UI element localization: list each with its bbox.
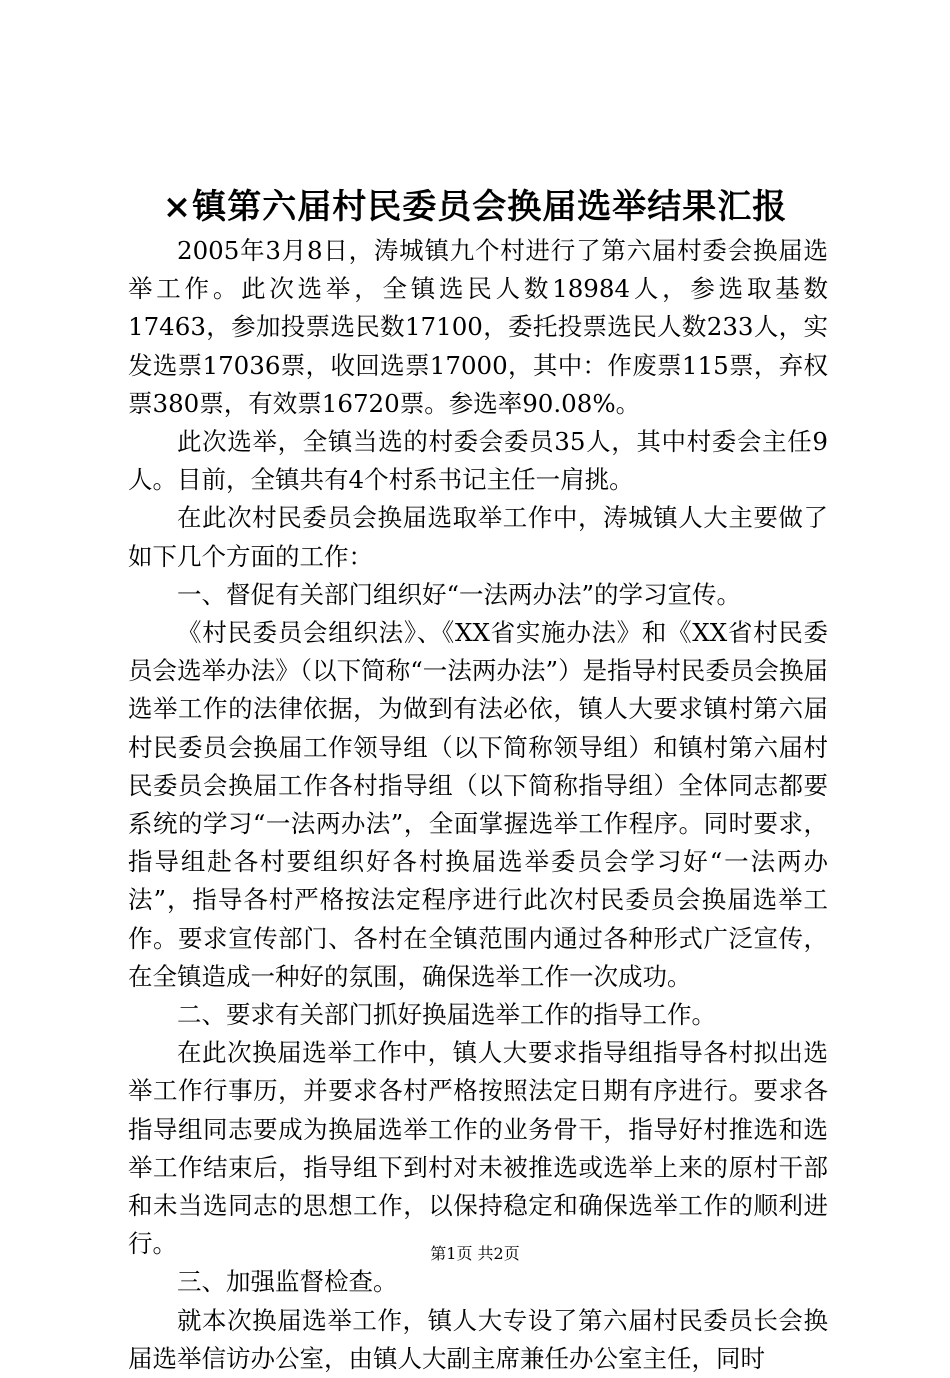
document-title: ×镇第六届村民委员会换届选举结果汇报 bbox=[162, 187, 788, 227]
section-heading-2: 二、要求有关部门抓好换届选举工作的指导工作。 bbox=[177, 1000, 716, 1030]
page-footer: 第1页 共2页 bbox=[430, 1244, 520, 1263]
paragraph-section-1: 《村民委员会组织法》、《XX省实施办法》和《XX省村民委员会选举办法》（以下简称“一法两办法”）是指导村民委员会换届选举工作的法律依据，为做到有法必依，镇人大要求镇村第六届村民委员会换届工作领导组（以下简称领导组）和镇村第六届村民委员会换届工作各村指导组（以下简称指导组）全体同志都要系统的学习“一法两办法”，全面掌握选举工作程序。同时要求，指导组赴各村要组织好各村换届选举委员会学习好“一法两办法”，指导各村严格按法定程序进行此次村民委员会换届选举工作。要求宣传部门、各村在全镇范围内通过各种形式广泛宣传，在全镇造成一种好的氛围，确保选举工作一次成功。 bbox=[128, 618, 828, 991]
paragraph-section-2: 在此次换届选举工作中，镇人大要求指导组指导各村拟出选举工作行事历，并要求各村严格按照法定日期有序进行。要求各指导组同志要成为换届选举工作的业务骨干，指导好村推选和选举工作结束后，指导组下到村对未被推选或选举上来的原村干部和未当选同志的思想工作，以保持稳定和确保选举工作的顺利进行。 bbox=[128, 1038, 828, 1259]
document-body bbox=[128, 232, 828, 1378]
section-heading-3: 三、加强监督检查。 bbox=[177, 1267, 398, 1297]
paragraph-election-statistics: 2005年3月8日，涛城镇九个村进行了第六届村委会换届选举工作。此次选举，全镇选民人数18984人，参选取基数17463，参加投票选民数17100，委托投票选民人数233人，实发选票17036票，收回选票17000，其中：作废票115票，弃权票380票，有效票16720票。参选率90.08%。 bbox=[128, 236, 828, 418]
paragraph-section-3: 就本次换届选举工作，镇人大专设了第六届村民委员长会换届选举信访办公室，由镇人大副主席兼任办公室主任，同时 bbox=[128, 1305, 828, 1373]
paragraph-work-intro: 在此次村民委员会换届选取举工作中，涛城镇人大主要做了如下几个方面的工作： bbox=[128, 503, 828, 571]
paragraph-elected-members: 此次选举，全镇当选的村委会委员35人，其中村委会主任9人。目前，全镇共有4个村系书记主任一肩挑。 bbox=[128, 427, 828, 495]
section-heading-1: 一、督促有关部门组织好“一法两办法”的学习宣传。 bbox=[177, 579, 742, 609]
